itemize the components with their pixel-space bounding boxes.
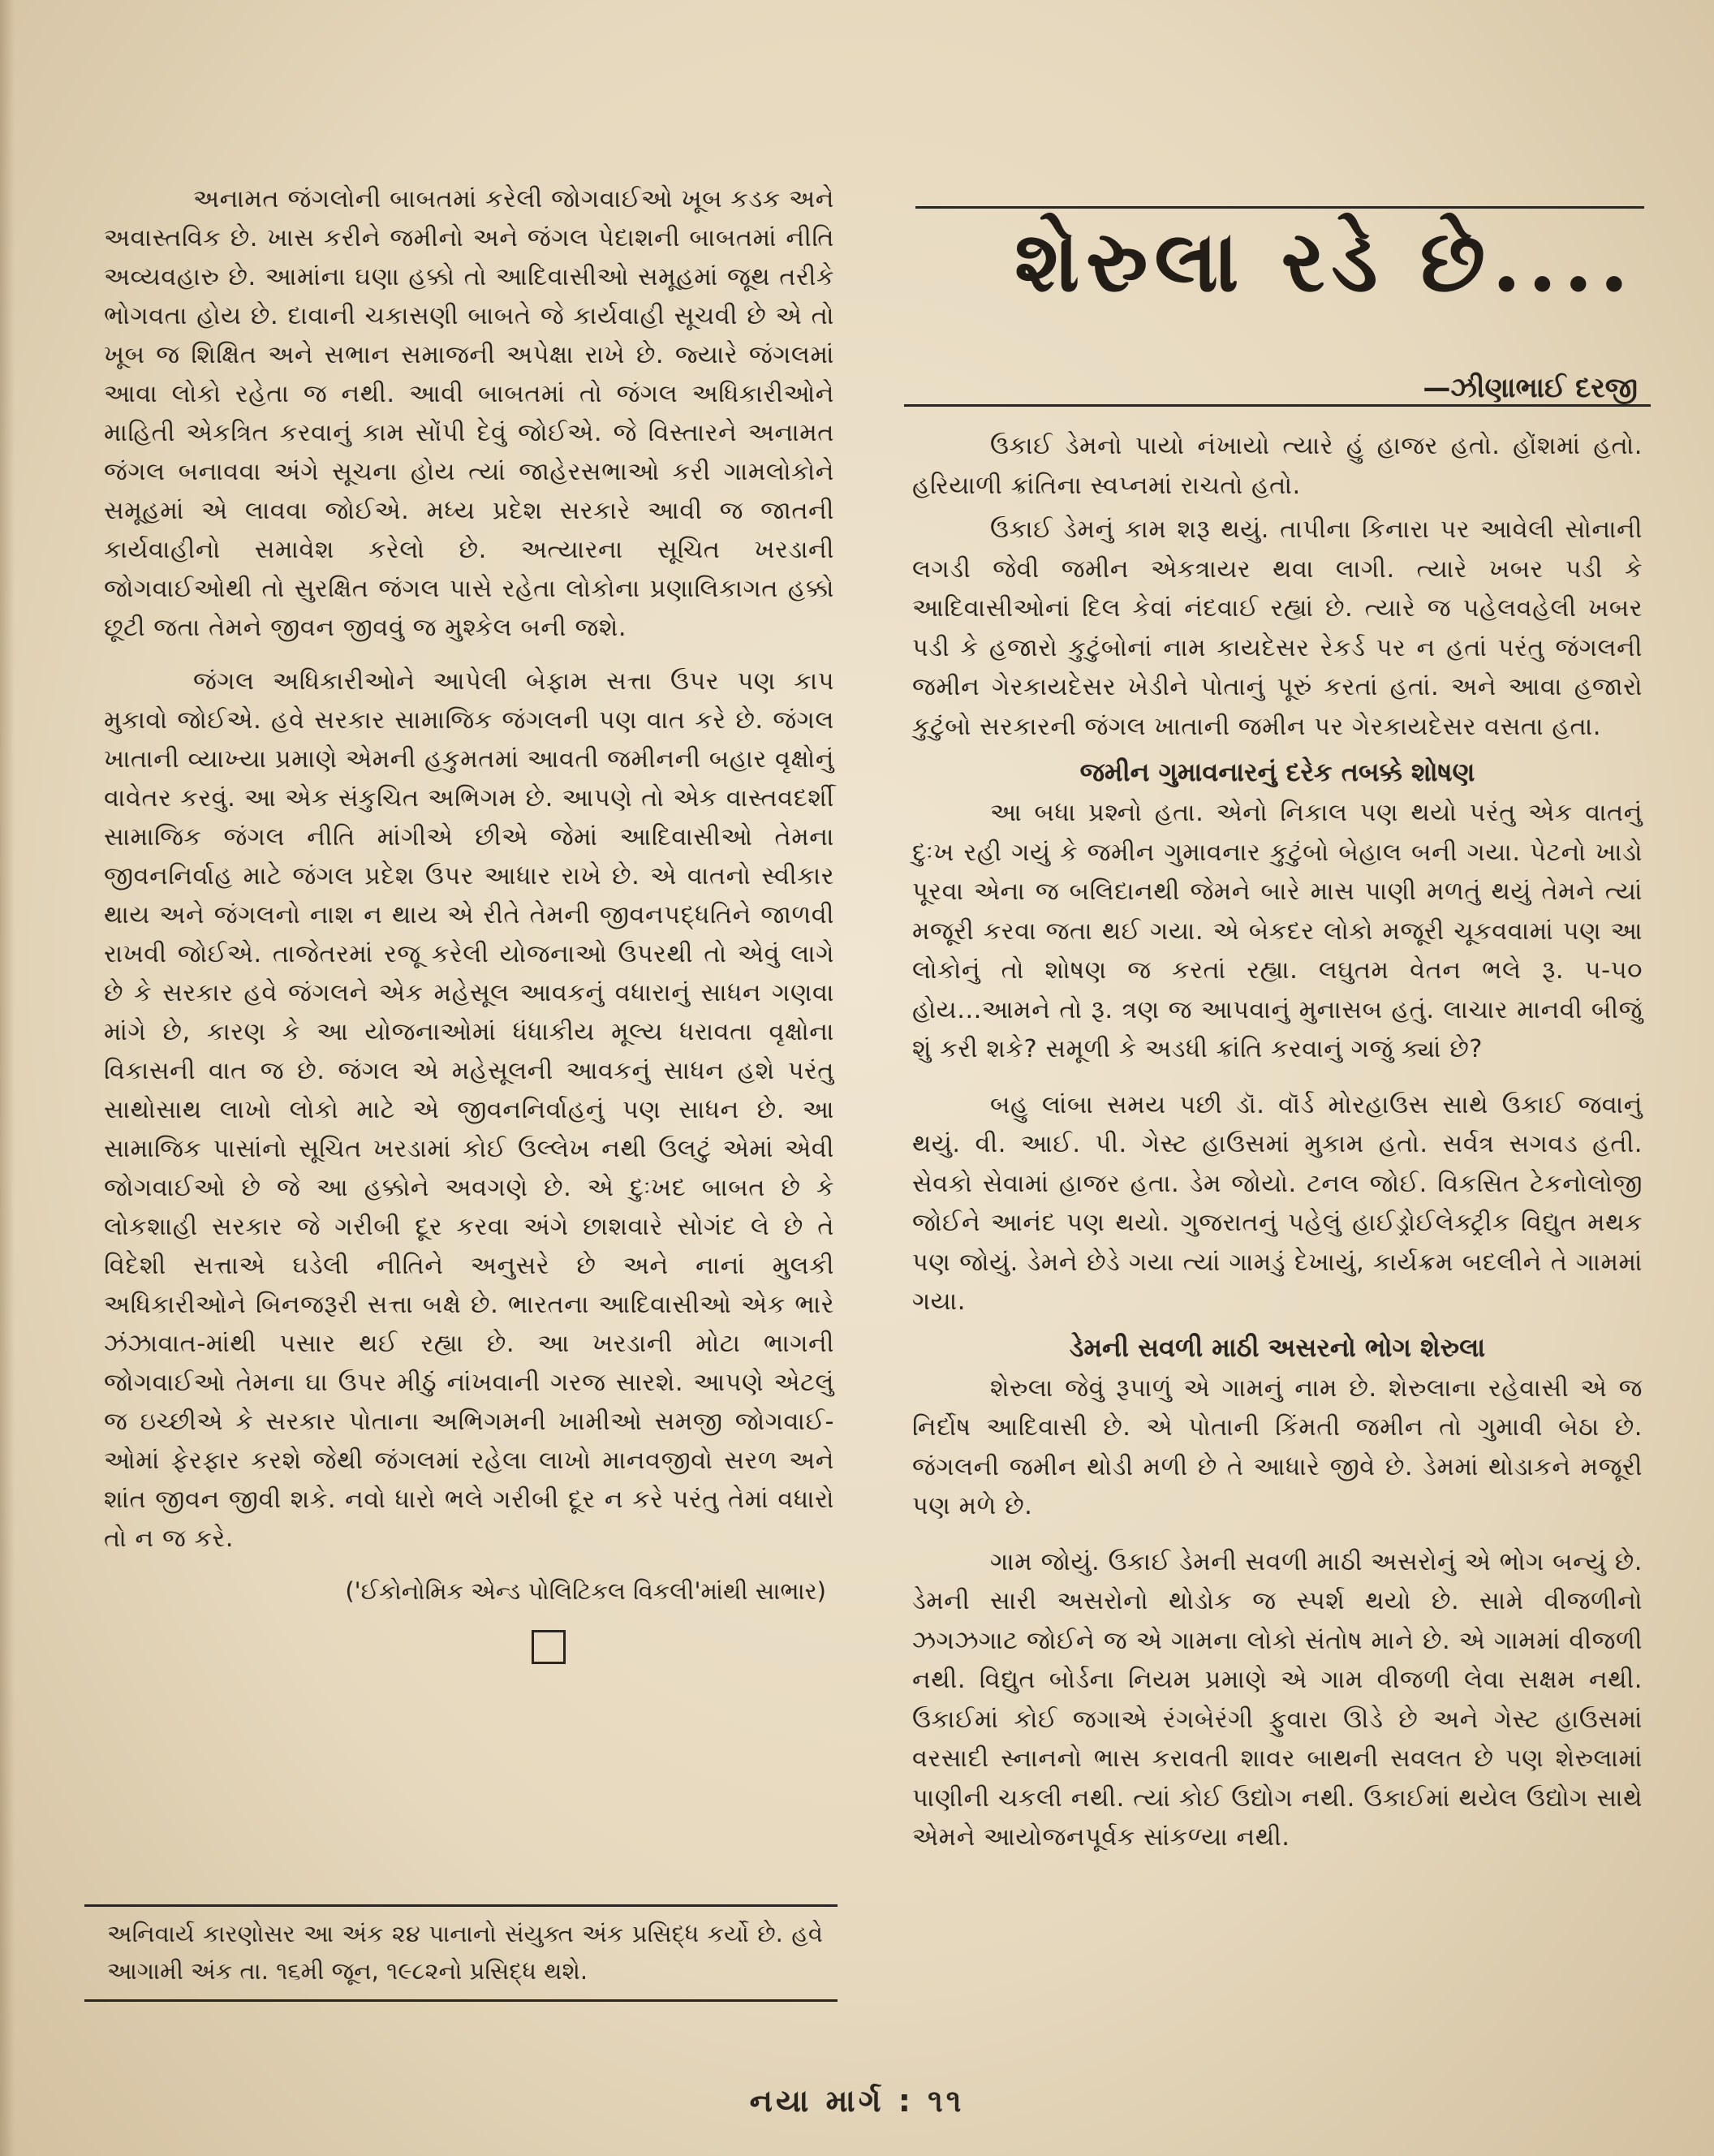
title-top-rule: [915, 206, 1644, 209]
author-rule: [904, 404, 1651, 407]
article-title: શેરુલા રડે છે....: [1014, 211, 1636, 311]
right-paragraph-5: શેરુલા જેવું રૂપાળું એ ગામનું નામ છે. શેરુલાના રહેવાસી એ જ નિર્દોષ આદિવાસી છે. એ પોતાની કિંમતી જમીન તો ગુમાવી બેઠા છે. જંગલની જમીન થોડી મળી છે તે આધારે જીવે છે. ડેમમાં થોડાકને મજૂરી પણ મળે છે.: [912, 1373, 1643, 1520]
notice-text: અનિવાર્ય કારણોસર આ અંક ૨૪ પાનાનો સંયુક્ત અંક પ્રસિદ્ધ કર્યો છે. હવે આગામી અંક તા. ૧૬મી જૂન, ૧૯૮૨નો પ્રસિદ્ધ થશે.: [107, 1920, 823, 1985]
end-mark-square-icon: [532, 1630, 566, 1664]
left-column: [104, 180, 834, 1664]
right-paragraph-1: ઉકાઈ ડેમનો પાયો નંખાયો ત્યારે હું હાજર હતો. હોંશમાં હતો. હરિયાળી ક્રાંતિના સ્વપ્નમાં રાચતો હતો.: [912, 432, 1643, 500]
right-paragraph-6: ગામ જોયું. ઉકાઈ ડેમની સવળી માઠી અસરોનું એ ભોગ બન્યું છે. ડેમની સારી અસરોનો થોડોક જ સ્પર્શ થયો છે. સામે વીજળીનો ઝગઝગાટ જોઈને જ એ ગામના લોકો સંતોષ માને છે. એ ગામમાં વીજળી નથી. વિદ્યુત બોર્ડના નિયમ પ્રમાણે એ ગામ વીજળી લેવા સક્ષમ નથી. ઉકાઈમાં કોઈ જગાએ રંગબેરંગી ફુવારા ઊડે છે અને ગેસ્ટ હાઉસમાં વરસાદી સ્નાનનો ભાસ કરાવતી શાવર બાથની સવલત છે પણ શેરુલામાં પાણીની ચકલી નથી. ત્યાં કોઈ ઉદ્યોગ નથી. ઉકાઈમાં થયેલ ઉદ્યોગ સાથે એમને આયોજનપૂર્વક સાંકળ્યા નથી.: [912, 1547, 1643, 1852]
subheading-2: ડેમની સવળી માઠી અસરનો ભોગ શેરુલા: [1069, 1331, 1486, 1363]
right-paragraph-4: બહુ લાંબા સમય પછી ડૉ. વૉર્ડ મોરહાઉસ સાથે ઉકાઈ જવાનું થયું. વી. આઈ. પી. ગેસ્ટ હાઉસમાં મુકામ હતો. સર્વત્ર સગવડ હતી. સેવકો સેવામાં હાજર હતા. ડેમ જોયો. ટનલ જોઈ. વિકસિત ટેકનોલોજી જોઈને આનંદ પણ થયો. ગુજરાતનું પહેલું હાઈડ્રોઈલેક્ટ્રીક વિદ્યુત મથક પણ જોયું. ડેમને છેડે ગયા ત્યાં ગામડું દેખાયું, કાર્યક્રમ બદલીને તે ગામમાં ગયા.: [912, 1090, 1643, 1316]
source-credit: ('ઈકોનોમિક એન્ડ પોલિટિકલ વિકલી'માંથી સાભાર): [345, 1577, 826, 1605]
right-paragraph-2: ઉકાઈ ડેમનું કામ શરૂ થયું. તાપીના કિનારા પર આવેલી સોનાની લગડી જેવી જમીન એકત્રાયર થવા લાગી. ત્યારે ખબર પડી કે આદિવાસીઓનાં દિલ કેવાં નંદવાઈ રહ્યાં છે. ત્યારે જ પહેલવહેલી ખબર પડી કે હજારો કુટુંબોનાં નામ કાયદેસર રેકર્ડ પર ન હતાં પરંતુ જંગલની જમીન ગેરકાયદેસર ખેડીને પોતાનું પૂરું કરતાં હતાં. અને આવા હજારો કુટુંબો સરકારની જંગલ ખાતાની જમીન પર ગેરકાયદેસર વસતા હતા.: [912, 515, 1643, 741]
right-paragraph-3: આ બધા પ્રશ્નો હતા. એનો નિકાલ પણ થયો પરંતુ એક વાતનું દુઃખ રહી ગયું કે જમીન ગુમાવનાર કુટુંબો બેહાલ બની ગયા. પેટનો ખાડો પૂરવા એના જ બલિદાનથી જેમને બારે માસ પાણી મળતું થયું તેમને ત્યાં મજૂરી કરવા જતા થઈ ગયા. એ બેકદર લોકો મજૂરી ચૂકવવામાં પણ આ લોકોનું તો શોષણ જ કરતાં રહ્યા. લઘુતમ વેતન ભલે રૂ. ૫-૫૦ હોય...આમને તો રૂ. ત્રણ જ આપવાનું મુનાસબ હતું. લાચાર માનવી બીજું શું કરી શકે? સમૂળી કે અડધી ક્રાંતિ કરવાનું ગજું ક્યાં છે?: [912, 799, 1643, 1063]
right-column: [912, 427, 1643, 1858]
page-edge-shadow: [0, 0, 15, 2156]
article-author: —ઝીણાભાઈ દરજી: [1423, 372, 1638, 404]
left-paragraph-2: જંગલ અધિકારીઓને આપેલી બેફામ સત્તા ઉપર પણ કાપ મુકાવો જોઈએ. હવે સરકાર સામાજિક જંગલની પણ વાત કરે છે. જંગલ ખાતાની વ્યાખ્યા પ્રમાણે એમની હકુમતમાં આવતી જમીનની બહાર વૃક્ષોનું વાવેતર કરવું. આ એક સંકુચિત અભિગમ છે. આપણે તો એક વાસ્તવદર્શી સામાજિક જંગલ નીતિ માંગીએ છીએ જેમાં આદિવાસીઓ તેમના જીવનનિર્વાહ માટે જંગલ પ્રદેશ ઉપર આધાર રાખે છે. એ વાતનો સ્વીકાર થાય અને જંગલનો નાશ ન થાય એ રીતે તેમની જીવનપદ્ધતિને જાળવી રાખવી જોઈએ. તાજેતરમાં રજૂ કરેલી યોજનાઓ ઉપરથી તો એવું લાગે છે કે સરકાર હવે જંગલને એક મહેસૂલ આવકનું વધારાનું સાધન ગણવા માંગે છે, કારણ કે આ યોજનાઓમાં ધંધાકીય મૂલ્ય ધરાવતા વૃક્ષોના વિકાસની વાત જ છે. જંગલ એ મહેસૂલની આવકનું સાધન હશે પરંતુ સાથોસાથ લાખો લોકો માટે એ જીવનનિર્વાહનું પણ સાધન છે. આ સામાજિક પાસાંનો સૂચિત ખરડામાં કોઈ ઉલ્લેખ નથી ઉલટું એમાં એવી જોગવાઈઓ છે જે આ હક્કોને અવગણે છે. એ દુઃખદ બાબત છે કે લોકશાહી સરકાર જે ગરીબી દૂર કરવા અંગે છાશવારે સોગંદ લે છે તે વિદેશી સત્તાએ ઘડેલી નીતિને અનુસરે છે અને નાનાં મુલકી અધિકારીઓને બિનજરૂરી સત્તા બક્ષે છે. ભારતના આદિવાસીઓ એક ભારે ઝંઝાવાત-માંથી પસાર થઈ રહ્યા છે. આ ખરડાની મોટા ભાગની જોગવાઈઓ તેમના ઘા ઉપર મીઠું નાંખવાની ગરજ સારશે. આપણે એટલું જ ઇચ્છીએ કે સરકાર પોતાના અભિગમની ખામીઓ સમજી જોગવાઈ-ઓમાં ફેરફાર કરશે જેથી જંગલમાં રહેલા લાખો માનવજીવો સરળ અને શાંત જીવન જીવી શકે. નવો ધારો ભલે ગરીબી દૂર ન કરે પરંતુ તેમાં વધારો તો ન જ કરે.: [104, 667, 834, 1553]
subheading-1: જમીન ગુમાવનારનું દરેક તબક્કે શોષણ: [1079, 757, 1475, 787]
notice-box: [84, 1904, 838, 2002]
left-paragraph-1: અનામત જંગલોની બાબતમાં કરેલી જોગવાઈઓ ખૂબ કડક અને અવાસ્તવિક છે. ખાસ કરીને જમીનો અને જંગલ પેદાશની બાબતમાં નીતિ અવ્યવહારુ છે. આમાંના ઘણા હક્કો તો આદિવાસીઓ સમૂહમાં જૂથ તરીકે ભોગવતા હોય છે. દાવાની ચકાસણી બાબતે જે કાર્યવાહી સૂચવી છે એ તો ખૂબ જ શિક્ષિત અને સભાન સમાજની અપેક્ષા રાખે છે. જ્યારે જંગલમાં આવા લોકો રહેતા જ નથી. આવી બાબતમાં તો જંગલ અધિકારીઓને માહિતી એકત્રિત કરવાનું કામ સોંપી દેવું જોઈએ. જે વિસ્તારને અનામત જંગલ બનાવવા અંગે સૂચના હોય ત્યાં જાહેરસભાઓ કરી ગામલોકોને સમૂહમાં એ લાવવા જોઈએ. મધ્ય પ્રદેશ સરકારે આવી જ જાતની કાર્યવાહીનો સમાવેશ કરેલો છે. અત્યારના સૂચિત ખરડાની જોગવાઈઓથી તો સુરક્ષિત જંગલ પાસે રહેતા લોકોના પ્રણાલિકાગત હક્કો છૂટી જતા તેમને જીવન જીવવું જ મુશ્કેલ બની જશે.: [104, 185, 834, 642]
page-footer: નયા માર્ગ : ૧૧: [749, 2083, 965, 2119]
